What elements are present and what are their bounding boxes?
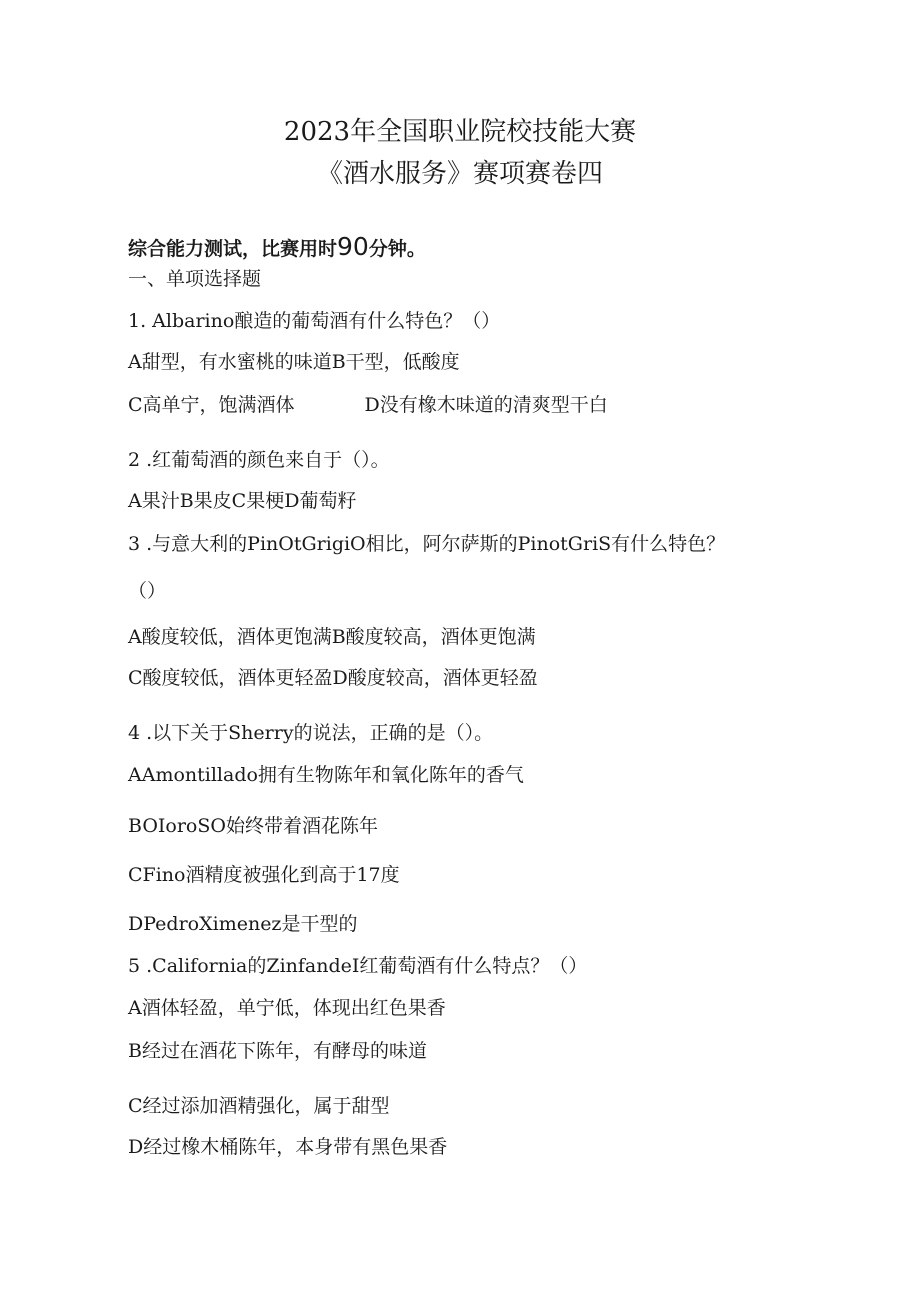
question-3-option-ab: A酸度较低，酒体更饱满B酸度较高，酒体更饱满 xyxy=(128,626,536,648)
question-2-stem: 2 .红葡萄酒的颜色来自于（）。 xyxy=(128,449,390,471)
exam-title: 2023年全国职业院校技能大赛 xyxy=(283,117,637,147)
question-5-option-b: B经过在酒花下陈年，有酵母的味道 xyxy=(128,1040,427,1062)
question-5-option-d: D经过橡木桶陈年，本身带有黑色果香 xyxy=(128,1136,448,1158)
question-3-option-cd: C酸度较低，酒体更轻盈D酸度较高，酒体更轻盈 xyxy=(128,667,538,689)
question-4-option-a: AAmontillado拥有生物陈年和氧化陈年的香气 xyxy=(128,764,524,786)
question-2-options: A果汁B果皮C果梗D葡萄籽 xyxy=(128,490,357,512)
intro-text: 综合能力测试，比赛用时 xyxy=(128,238,338,260)
intro-line xyxy=(128,232,426,261)
section-heading: 一、单项选择题 xyxy=(128,268,262,290)
question-1-option-ab: A甜型，有水蜜桃的味道B干型，低酸度 xyxy=(128,351,460,373)
question-5-option-c: C经过添加酒精强化，属于甜型 xyxy=(128,1095,390,1117)
question-5-option-a: A酒体轻盈，单宁低，体现出红色果香 xyxy=(128,997,446,1019)
question-4-option-b: BOIoroSO始终带着酒花陈年 xyxy=(128,815,378,837)
question-1-option-cd xyxy=(128,393,608,417)
intro-text-end: 分钟。 xyxy=(368,238,426,260)
exam-subtitle: 《酒水服务》赛项赛卷四 xyxy=(316,159,603,189)
question-1-option-d: D没有橡木味道的清爽型干白 xyxy=(364,394,608,416)
question-1-option-c: C高单宁，饱满酒体 xyxy=(128,394,295,416)
question-1-stem: 1. Albarino酿造的葡萄酒有什么特色？（） xyxy=(128,310,501,332)
question-4-option-c: CFino酒精度被强化到高于17度 xyxy=(128,864,400,886)
intro-minutes: 90 xyxy=(337,232,369,261)
question-5-stem: 5 .California的ZinfandeI红葡萄酒有什么特点？（） xyxy=(128,955,588,977)
question-4-stem: 4 .以下关于Sherry的说法，正确的是（）。 xyxy=(128,722,494,744)
question-4-option-d: DPedroXimenez是干型的 xyxy=(128,913,358,935)
question-3-stem: 3 .与意大利的PinOtGrigiO相比，阿尔萨斯的PinotGriS有什么特色？ xyxy=(128,533,726,555)
question-3-stem-cont: （） xyxy=(128,580,167,602)
